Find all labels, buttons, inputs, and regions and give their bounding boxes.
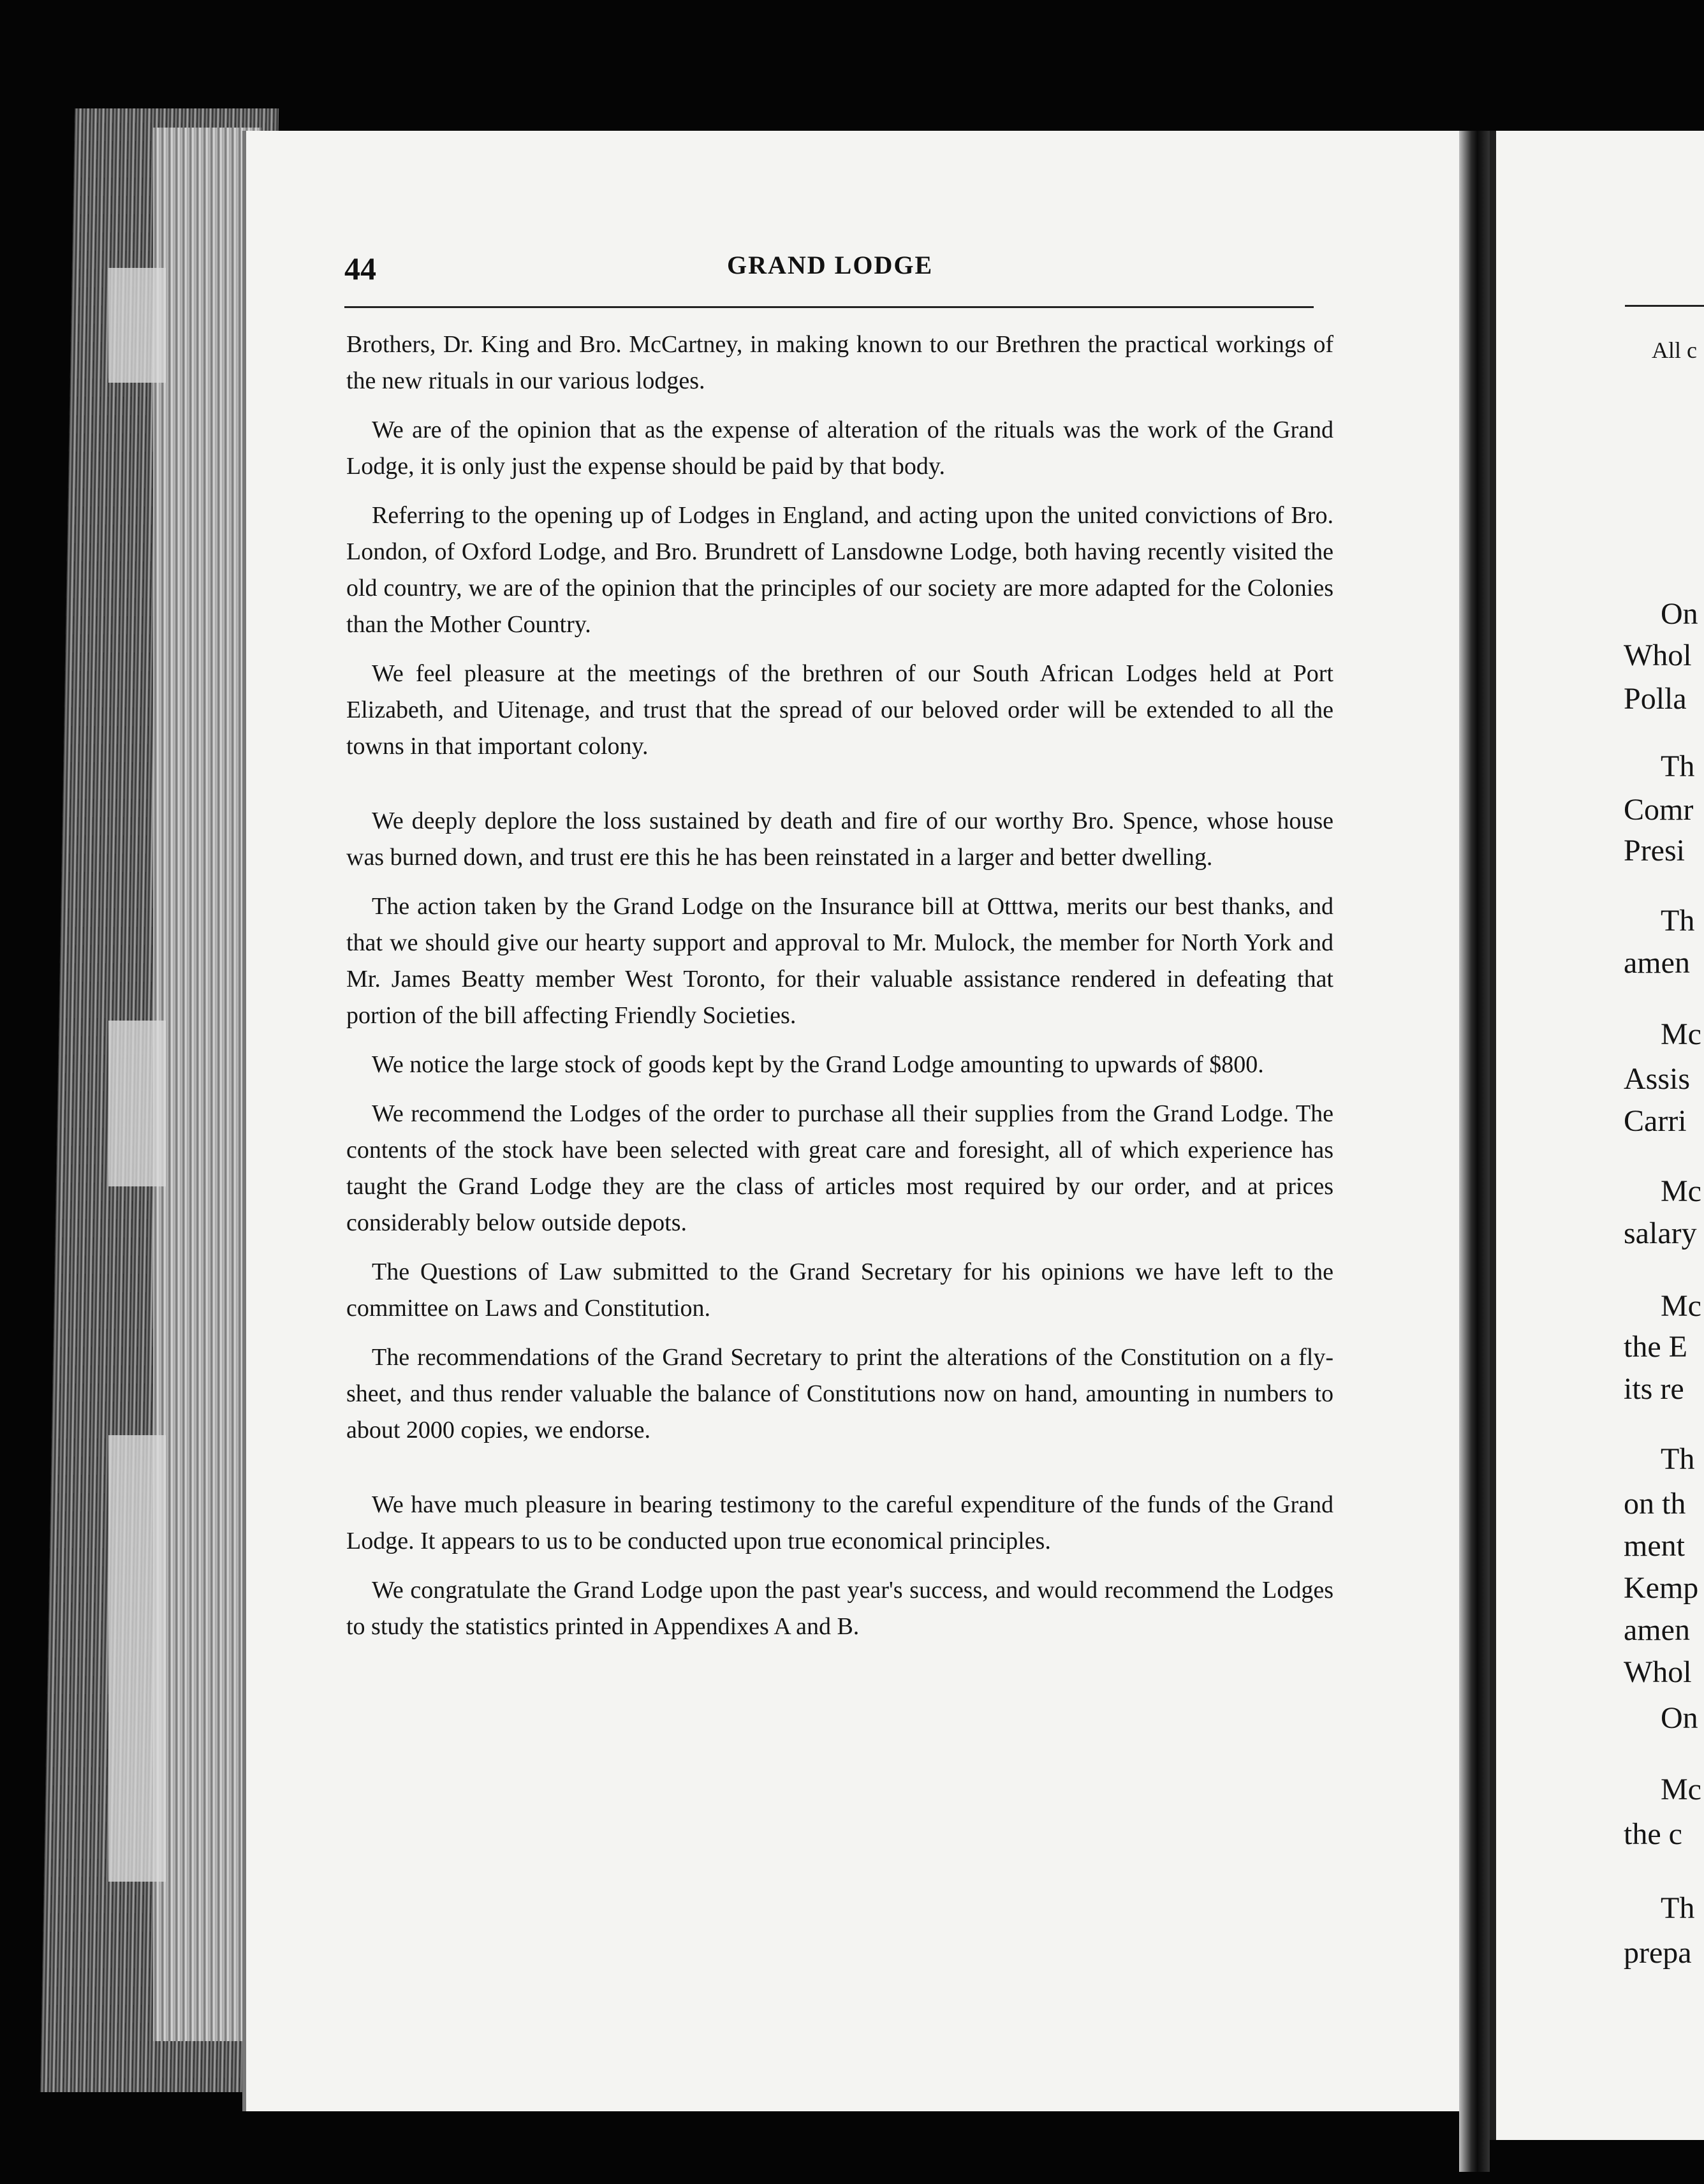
paragraph: Referring to the opening up of Lodges in England, and acting upon the united convictions of Bro. London, of Oxford Lodge, and Bro. Brundrett of Lansdowne Lodge, both having recently visited the old country, we are of the opinion that the principles of our society are more adapted for the Colonies than the Mother Country.: [346, 502, 1333, 638]
paragraph: We recommend the Lodges of the order to purchase all their supplies from the Grand Lodge. The contents of the stock have been selected with great care and foresight, all of which experience has taught the Grand Lodge they are the class of articles most required by our order, and at prices considerably below outside depots.: [346, 1100, 1333, 1236]
right-page-text-fragment: Carri: [1624, 1104, 1687, 1138]
right-page-text-fragment: Mc: [1661, 1174, 1701, 1208]
right-page-text-fragment: Presi: [1624, 834, 1685, 867]
right-page-text-fragment: Whol: [1624, 1655, 1692, 1689]
right-page-text-fragment: Comr: [1624, 793, 1694, 827]
page-edge-tab: [108, 268, 166, 383]
paragraph: We have much pleasure in bearing testimony to the careful expenditure of the funds of the Grand Lodge. It appears to us to be conducted upon true economical principles.: [346, 1491, 1333, 1554]
page-edge-tab: [108, 1435, 166, 1882]
right-page-text-fragment: Th: [1661, 1442, 1695, 1476]
right-page-text-fragment: Kemp: [1624, 1571, 1699, 1605]
paragraph: Brothers, Dr. King and Bro. McCartney, in making known to our Brethren the practical workings of the new rituals in our various lodges.: [346, 331, 1333, 394]
right-page-text-fragment: amen: [1624, 1613, 1690, 1647]
page-edge-tab: [108, 1021, 166, 1186]
right-page-text-fragment: prepa: [1624, 1936, 1692, 1970]
right-page-text-fragment: On: [1661, 597, 1698, 631]
page-body: [346, 327, 1333, 1658]
paragraph: We notice the large stock of goods kept by the Grand Lodge amounting to upwards of $800.: [372, 1051, 1264, 1078]
paragraph: The Questions of Law submitted to the Grand Secretary for his opinions we have left to the committee on Laws and Constitution.: [346, 1258, 1333, 1322]
right-page-text-fragment: Th: [1661, 749, 1695, 783]
right-page-text-fragment: Assis: [1624, 1062, 1691, 1096]
right-page-text-fragment: Polla: [1624, 682, 1687, 716]
paragraph: We are of the opinion that as the expense of alteration of the rituals was the work of the Grand Lodge, it is only just the expense should be paid by that body.: [346, 417, 1333, 480]
right-page-text-fragment: amen: [1624, 946, 1690, 980]
right-page-text-fragment: Th: [1661, 1891, 1695, 1925]
paragraph: We congratulate the Grand Lodge upon the past year's success, and would recommend the Lodges to study the statistics printed in Appendixes A and B.: [346, 1577, 1333, 1640]
right-page-text-fragment: the c: [1624, 1817, 1682, 1851]
paragraph: We feel pleasure at the meetings of the brethren of our South African Lodges held at Port Elizabeth, and Uitenage, and trust that the spread of our beloved order will be extended to all the towns in that important colony.: [346, 660, 1333, 760]
right-page-rule: [1625, 305, 1704, 307]
right-page-text-fragment: Mc: [1661, 1017, 1701, 1051]
right-page-text-fragment: on th: [1624, 1487, 1686, 1521]
right-page-text-fragment: salary: [1624, 1216, 1697, 1250]
paragraph: The recommendations of the Grand Secretary to print the alterations of the Constitution on a fly-sheet, and thus render valuable the balance of Constitutions now on hand, amounting in numbers to about 2000 copies, we endorse.: [346, 1344, 1333, 1443]
right-page-text-fragment: Mc: [1661, 1289, 1701, 1323]
right-page-text-fragment: ment: [1624, 1529, 1685, 1563]
paragraph: We deeply deplore the loss sustained by death and fire of our worthy Bro. Spence, whose house was burned down, and trust ere this he has been reinstated in a larger and better dwelling.: [346, 808, 1333, 871]
right-page-text-fragment: All c: [1652, 337, 1697, 363]
right-page-text-fragment: Mc: [1661, 1773, 1701, 1806]
right-page-text-fragment: Whol: [1624, 638, 1692, 672]
book-gutter: [1459, 131, 1490, 2172]
right-page-text-fragment: the E: [1624, 1330, 1687, 1364]
right-page-text-fragment: On: [1661, 1701, 1698, 1735]
page-number: 44: [344, 251, 376, 286]
header-rule: [344, 306, 1314, 308]
paragraph: The action taken by the Grand Lodge on the Insurance bill at Otttwa, merits our best thanks, and that we should give our hearty support and approval to Mr. Mulock, the member for North York and Mr. James Beatty member West Toronto, for their valuable assistance rendered in defeating that portion of the bill affecting Friendly Societies.: [346, 893, 1333, 1029]
running-head: GRAND LODGE: [727, 251, 934, 279]
right-page-text-fragment: Th: [1661, 904, 1695, 938]
right-page-text-fragment: its re: [1624, 1372, 1684, 1406]
